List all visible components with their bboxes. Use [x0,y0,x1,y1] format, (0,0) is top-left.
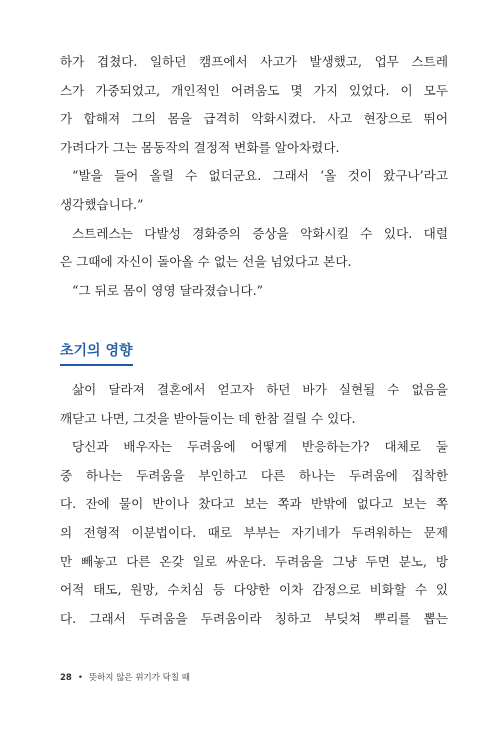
text-line: 은 그때에 자신이 돌아올 수 없는 선을 넘었다고 본다. [60,254,352,270]
running-title: 뜻하지 않은 위기가 닥칠 때 [88,673,190,683]
page-number: 28 [60,673,72,683]
text-line: 당신과 배우자는 두려움에 어떻게 반응하는가? 대체로 둘 [72,439,448,455]
paragraph-narrative [60,48,448,162]
text-line: 만 빼놓고 다른 온갖 일로 싸운다. 두려움을 그냥 두면 분노, 방 [60,553,448,569]
page-footer [60,671,190,683]
text-line: 다. 그래서 두려움을 두려움이라 칭하고 부딪쳐 뿌리를 뽑는 [60,610,448,626]
bottom-text-block [60,376,448,633]
text-line: 스가 가중되었고, 개인적인 어려움도 몇 가지 있었다. 이 모두 [60,82,448,98]
text-line: 삶이 달라져 결혼에서 얻고자 하던 바가 실현될 수 없음을 [72,382,448,397]
text-line: 가려다가 그는 몸동작의 결정적 변화를 알아차렸다. [60,139,340,155]
text-line: 어적 태도, 원망, 수치심 등 다양한 이차 감정으로 비화할 수 있 [60,582,448,598]
paragraph-acceptance [60,376,448,433]
text-line: “그 뒤로 몸이 영영 달라졌습니다.” [72,282,264,298]
paragraph-stress [60,220,448,277]
paragraph-quote-2 [60,277,448,306]
text-line: 중 하나는 두려움을 부인하고 다른 하나는 두려움에 집착한 [60,467,448,483]
top-text-block [60,48,448,305]
text-line: 깨닫고 나면, 그것을 받아들이는 데 한참 걸릴 수 있다. [60,410,356,426]
paragraph-quote-1 [60,162,448,219]
paragraph-fear [60,433,448,633]
footer-separator: • [77,673,83,683]
text-line: 다. 잔에 물이 반이나 찼다고 보는 쪽과 반밖에 없다고 보는 쪽 [60,496,448,512]
text-line: “발을 들어 올릴 수 없더군요. 그래서 ‘올 것이 왔구나’라고 [72,168,448,184]
text-line: 의 전형적 이분법이다. 때로 부부는 자기네가 두려워하는 문제 [60,524,448,540]
text-line: 가 합해져 그의 몸을 급격히 악화시켰다. 사고 현장으로 뛰어 [60,111,448,127]
text-line: 생각했습니다.” [60,196,144,212]
text-line: 하가 겹쳤다. 일하던 캠프에서 사고가 발생했고, 업무 스트레 [60,54,448,69]
section-heading: 초기의 영향 [60,340,133,366]
text-line: 스트레스는 다발성 경화증의 증상을 악화시킬 수 있다. 대럴 [72,225,448,241]
